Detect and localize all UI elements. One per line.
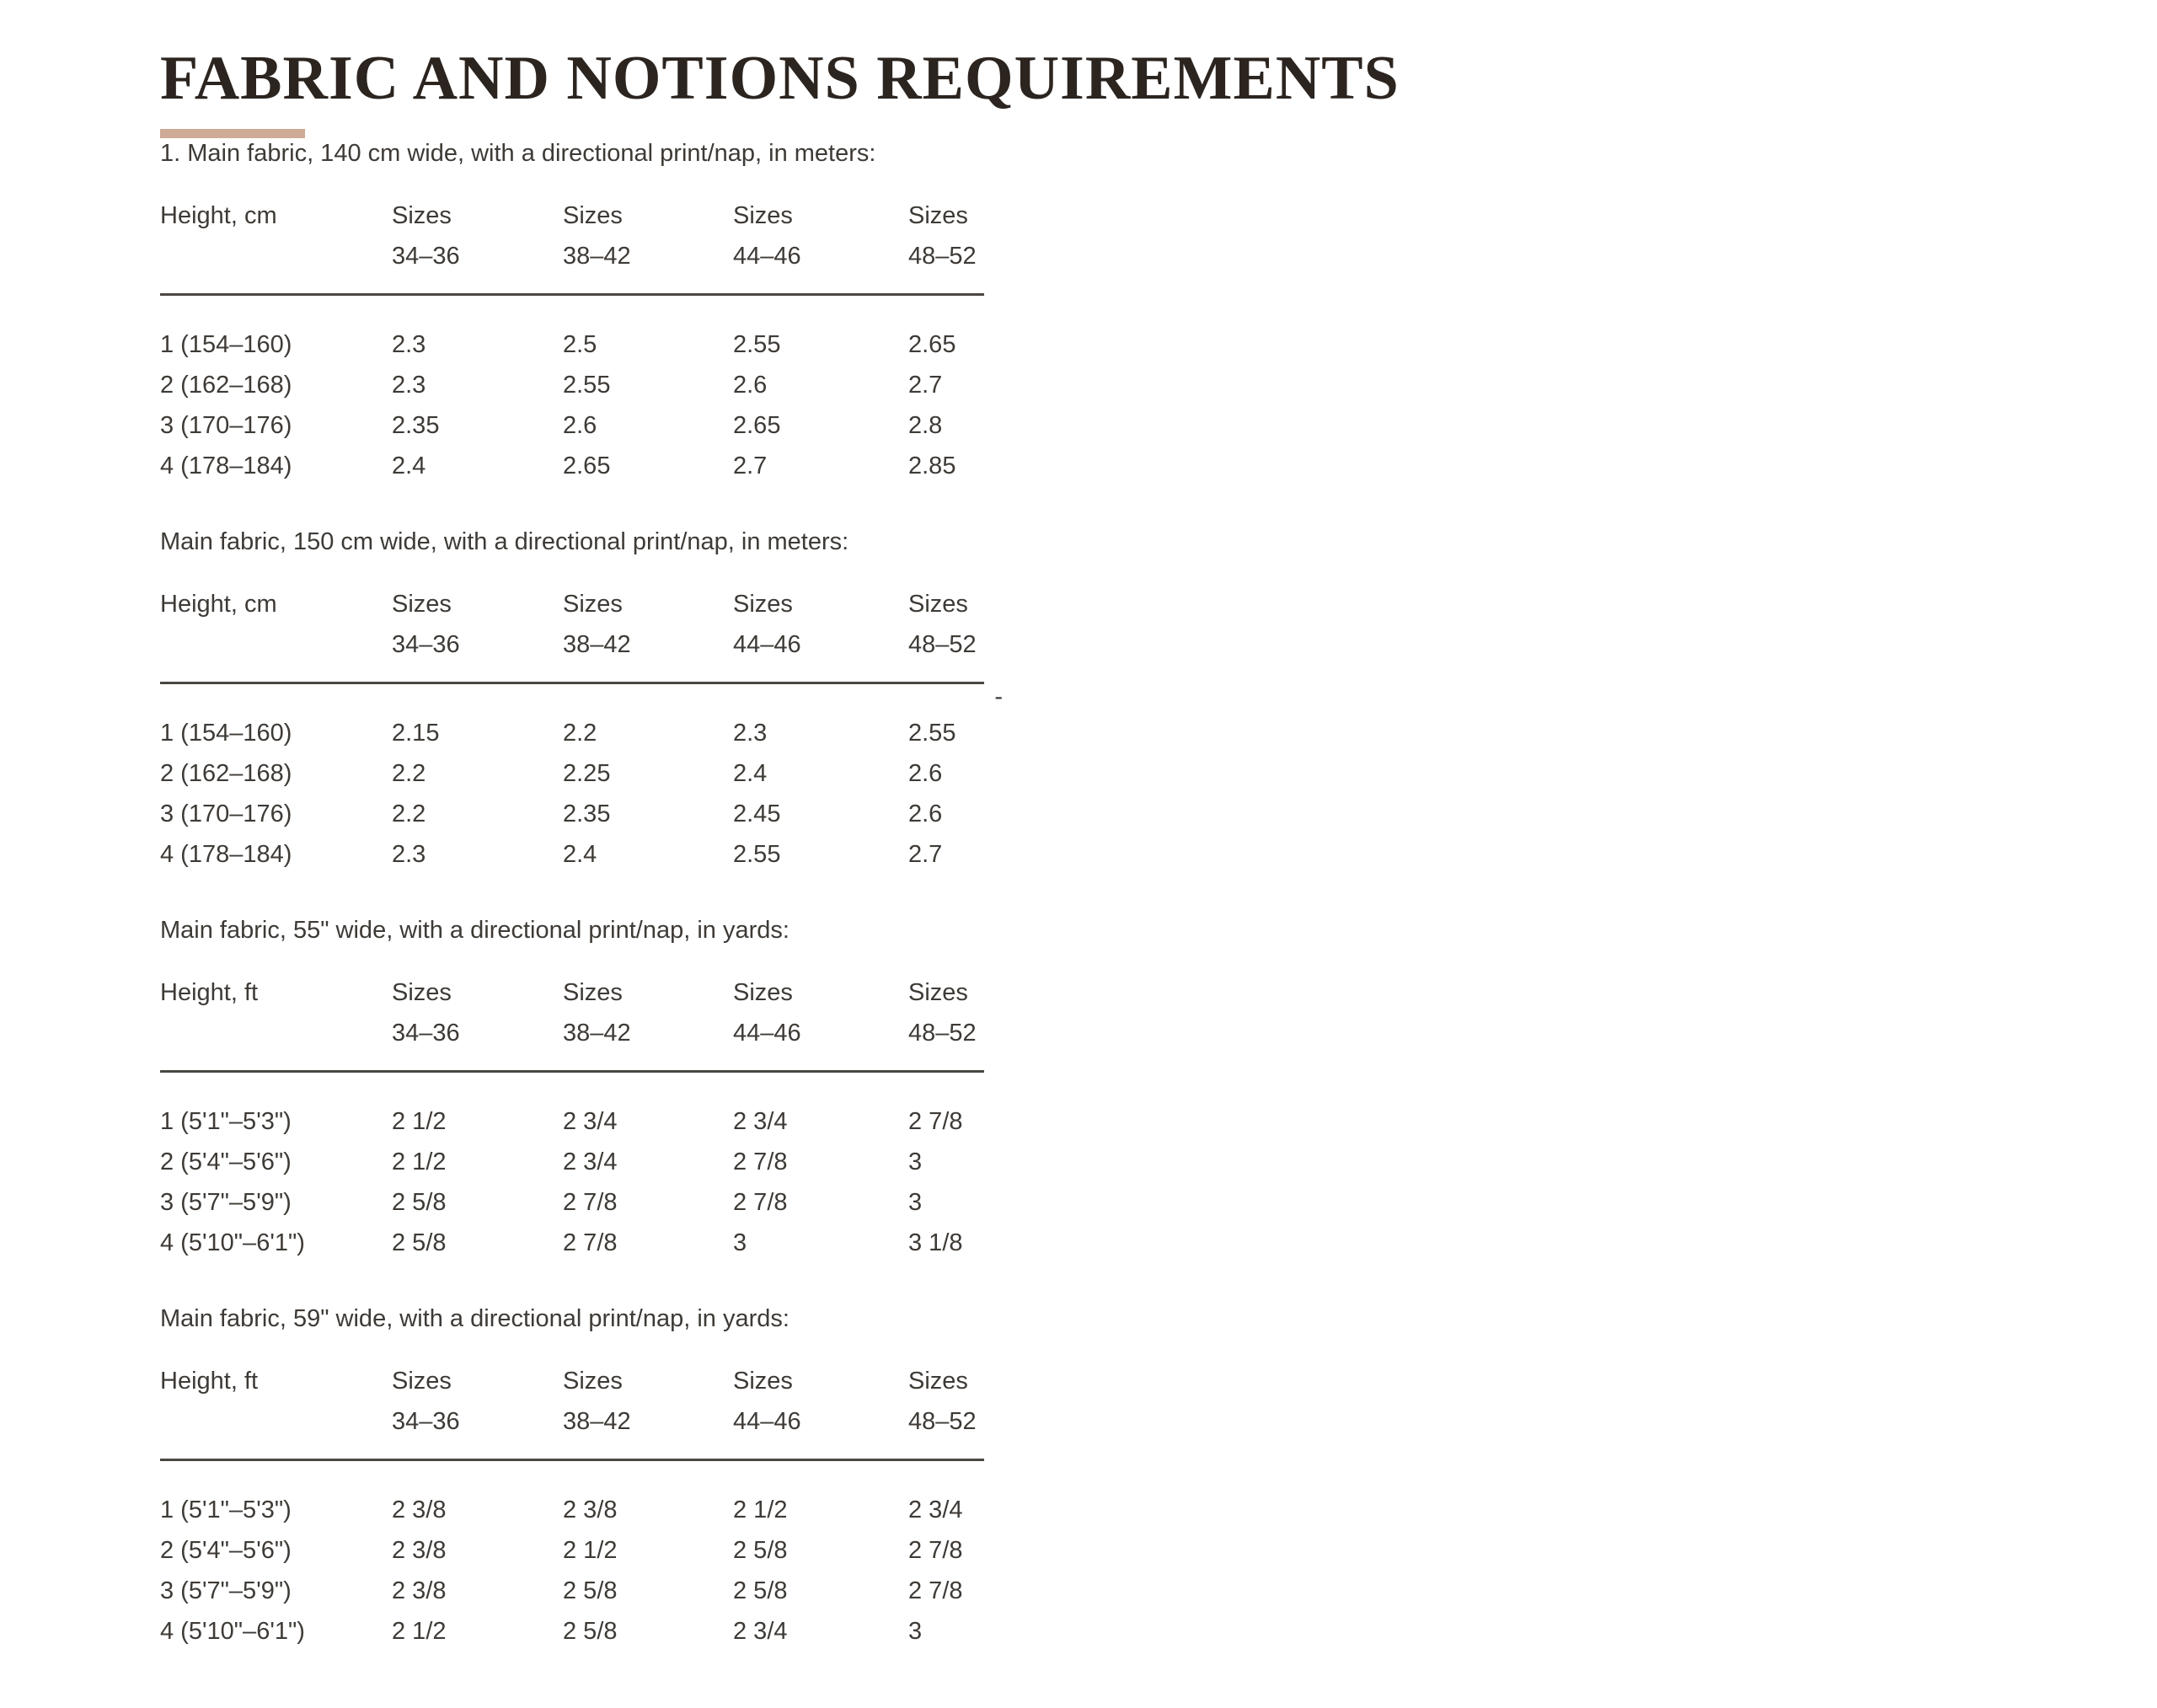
fabric-value-cell: 2 1/2 xyxy=(392,1148,447,1175)
row-height-label: 3 (5'7"–5'9") xyxy=(160,1188,292,1216)
sizes-column-header xyxy=(392,584,563,665)
fabric-table xyxy=(160,1361,984,1652)
fabric-value-cell: 2.4 xyxy=(733,759,768,787)
size-range-label: 48–52 xyxy=(908,1407,977,1435)
header-rule-wrap xyxy=(160,1459,984,1461)
size-range-label: 34–36 xyxy=(392,1019,460,1047)
fabric-value-cell: 3 xyxy=(908,1188,923,1216)
fabric-value-cell: 2.4 xyxy=(392,452,426,479)
sizes-column-header xyxy=(908,1361,984,1442)
table-body xyxy=(160,1490,984,1652)
fabric-value-cell: 2.45 xyxy=(733,800,781,827)
row-height-label: 3 (170–176) xyxy=(160,800,292,827)
fabric-value-cell: 2 3/4 xyxy=(733,1107,788,1135)
size-range-label: 48–52 xyxy=(908,630,977,658)
table-row xyxy=(160,1611,984,1652)
sizes-column-header xyxy=(733,972,908,1053)
fabric-value-cell: 2 7/8 xyxy=(563,1229,618,1256)
size-range-label: 38–42 xyxy=(563,630,631,658)
fabric-value-cell: 2 3/8 xyxy=(392,1496,447,1523)
table-row xyxy=(160,405,984,446)
fabric-value-cell: 2 7/8 xyxy=(733,1148,788,1175)
height-column-header xyxy=(160,1361,392,1442)
fabric-value-cell: 2 5/8 xyxy=(733,1536,788,1564)
table-body xyxy=(160,713,984,875)
sizes-label: Sizes xyxy=(733,590,793,618)
fabric-table xyxy=(160,972,984,1263)
row-height-label: 2 (162–168) xyxy=(160,759,292,787)
fabric-value-cell: 2.3 xyxy=(733,719,768,747)
fabric-table xyxy=(160,195,984,486)
fabric-value-cell: 2 3/8 xyxy=(392,1577,447,1604)
table-body xyxy=(160,324,984,486)
fabric-value-cell: 2.3 xyxy=(392,330,426,358)
sizes-label: Sizes xyxy=(392,1367,452,1395)
size-range-label: 34–36 xyxy=(392,242,460,270)
section-caption: Main fabric, 150 cm wide, with a directional print/nap, in meters: xyxy=(160,527,849,555)
table-row xyxy=(160,1571,984,1611)
title-accent-bar xyxy=(160,129,305,138)
fabric-value-cell: 2 5/8 xyxy=(563,1577,618,1604)
fabric-value-cell: 3 xyxy=(908,1617,923,1645)
table-body xyxy=(160,1101,984,1263)
sizes-label: Sizes xyxy=(733,201,793,229)
fabric-value-cell: 2 7/8 xyxy=(908,1577,963,1604)
sizes-label: Sizes xyxy=(733,978,793,1006)
height-column-header xyxy=(160,195,392,276)
sizes-column-header xyxy=(563,195,733,276)
fabric-value-cell: 2 3/8 xyxy=(392,1536,447,1564)
fabric-value-cell: 2.7 xyxy=(733,452,768,479)
fabric-value-cell: 2 1/2 xyxy=(563,1536,618,1564)
fabric-value-cell: 2 3/8 xyxy=(563,1496,618,1523)
fabric-value-cell: 2.55 xyxy=(563,371,611,399)
table-header-row xyxy=(160,195,984,276)
row-height-label: 1 (154–160) xyxy=(160,719,292,747)
size-range-label: 44–46 xyxy=(733,630,801,658)
sizes-label: Sizes xyxy=(563,1367,623,1395)
sizes-column-header xyxy=(563,1361,733,1442)
fabric-value-cell: 2.35 xyxy=(563,800,611,827)
fabric-value-cell: 2.3 xyxy=(392,840,426,868)
fabric-section-55in xyxy=(160,915,2157,1263)
fabric-value-cell: 2.15 xyxy=(392,719,440,747)
table-row xyxy=(160,713,984,753)
stray-dash-mark: - xyxy=(994,683,1003,710)
row-height-label: 1 (154–160) xyxy=(160,330,292,358)
sizes-column-header xyxy=(733,1361,908,1442)
section-caption: 1. Main fabric, 140 cm wide, with a directional print/nap, in meters: xyxy=(160,139,876,167)
table-row xyxy=(160,1101,984,1142)
fabric-value-cell: 2 3/4 xyxy=(733,1617,788,1645)
row-height-label: 2 (5'4"–5'6") xyxy=(160,1536,292,1564)
fabric-value-cell: 2 1/2 xyxy=(392,1617,447,1645)
fabric-table xyxy=(160,584,1003,875)
fabric-value-cell: 2.6 xyxy=(908,759,943,787)
table-header-row xyxy=(160,1361,984,1442)
table-row xyxy=(160,365,984,405)
height-header-label: Height, ft xyxy=(160,978,259,1006)
table-row xyxy=(160,1530,984,1571)
section-caption: Main fabric, 55" wide, with a directional print/nap, in yards: xyxy=(160,916,789,944)
fabric-value-cell: 2.6 xyxy=(733,371,768,399)
sizes-label: Sizes xyxy=(908,978,968,1006)
sizes-column-header xyxy=(733,584,908,665)
fabric-value-cell: 2.2 xyxy=(563,719,597,747)
sizes-label: Sizes xyxy=(908,201,968,229)
table-row xyxy=(160,446,984,486)
fabric-value-cell: 2.65 xyxy=(563,452,611,479)
header-rule xyxy=(160,1459,984,1461)
sizes-label: Sizes xyxy=(392,201,452,229)
table-row xyxy=(160,753,984,794)
height-column-header xyxy=(160,584,392,665)
fabric-value-cell: 2.2 xyxy=(392,759,426,787)
fabric-value-cell: 2.8 xyxy=(908,411,943,439)
header-rule xyxy=(160,293,984,296)
row-height-label: 2 (162–168) xyxy=(160,371,292,399)
size-range-label: 44–46 xyxy=(733,1407,801,1435)
fabric-value-cell: 2.65 xyxy=(733,411,781,439)
fabric-section-140cm xyxy=(160,138,2157,486)
page-title: FABRIC AND NOTIONS REQUIREMENTS xyxy=(160,44,1400,113)
fabric-value-cell: 2.55 xyxy=(908,719,956,747)
fabric-value-cell: 2.3 xyxy=(392,371,426,399)
sizes-column-header xyxy=(563,972,733,1053)
fabric-value-cell: 2 7/8 xyxy=(908,1107,963,1135)
height-header-label: Height, ft xyxy=(160,1367,259,1395)
sizes-column-header xyxy=(733,195,908,276)
row-height-label: 4 (178–184) xyxy=(160,452,292,479)
fabric-value-cell: 2.55 xyxy=(733,840,781,868)
header-rule-wrap xyxy=(160,682,1003,710)
row-height-label: 4 (178–184) xyxy=(160,840,292,868)
fabric-value-cell: 2 5/8 xyxy=(733,1577,788,1604)
sizes-label: Sizes xyxy=(563,978,623,1006)
sizes-label: Sizes xyxy=(392,590,452,618)
sizes-label: Sizes xyxy=(908,590,968,618)
sizes-label: Sizes xyxy=(733,1367,793,1395)
fabric-value-cell: 2.4 xyxy=(563,840,597,868)
height-header-label: Height, cm xyxy=(160,201,277,229)
size-range-label: 48–52 xyxy=(908,242,977,270)
section-caption: Main fabric, 59" wide, with a directional print/nap, in yards: xyxy=(160,1304,789,1332)
sizes-column-header xyxy=(392,195,563,276)
sizes-label: Sizes xyxy=(392,978,452,1006)
fabric-value-cell: 2.7 xyxy=(908,371,943,399)
fabric-value-cell: 2.6 xyxy=(908,800,943,827)
fabric-value-cell: 2 7/8 xyxy=(733,1188,788,1216)
fabric-value-cell: 2.7 xyxy=(908,840,943,868)
header-rule xyxy=(160,1070,984,1073)
row-height-label: 3 (170–176) xyxy=(160,411,292,439)
fabric-value-cell: 2.6 xyxy=(563,411,597,439)
fabric-value-cell: 2 1/2 xyxy=(733,1496,788,1523)
fabric-value-cell: 2 1/2 xyxy=(392,1107,447,1135)
sizes-column-header xyxy=(392,972,563,1053)
fabric-value-cell: 2 7/8 xyxy=(563,1188,618,1216)
table-row xyxy=(160,324,984,365)
size-range-label: 38–42 xyxy=(563,1019,631,1047)
fabric-section-59in xyxy=(160,1304,2157,1652)
row-height-label: 2 (5'4"–5'6") xyxy=(160,1148,292,1175)
size-range-label: 34–36 xyxy=(392,630,460,658)
sizes-column-header xyxy=(908,584,984,665)
fabric-value-cell: 2.55 xyxy=(733,330,781,358)
fabric-value-cell: 2.35 xyxy=(392,411,440,439)
fabric-value-cell: 2.2 xyxy=(392,800,426,827)
fabric-value-cell: 2 3/4 xyxy=(563,1148,618,1175)
fabric-value-cell: 2.25 xyxy=(563,759,611,787)
sizes-column-header xyxy=(908,972,984,1053)
fabric-value-cell: 3 1/8 xyxy=(908,1229,963,1256)
table-header-row xyxy=(160,584,984,665)
row-height-label: 3 (5'7"–5'9") xyxy=(160,1577,292,1604)
fabric-value-cell: 2 3/4 xyxy=(563,1107,618,1135)
sizes-label: Sizes xyxy=(563,590,623,618)
size-range-label: 44–46 xyxy=(733,1019,801,1047)
size-range-label: 38–42 xyxy=(563,1407,631,1435)
table-row xyxy=(160,1223,984,1263)
fabric-value-cell: 2 5/8 xyxy=(392,1188,447,1216)
fabric-value-cell: 2 5/8 xyxy=(563,1617,618,1645)
row-height-label: 1 (5'1"–5'3") xyxy=(160,1107,292,1135)
sizes-column-header xyxy=(563,584,733,665)
size-range-label: 34–36 xyxy=(392,1407,460,1435)
sizes-label: Sizes xyxy=(908,1367,968,1395)
table-header-row xyxy=(160,972,984,1053)
row-height-label: 4 (5'10"–6'1") xyxy=(160,1229,305,1256)
header-rule-wrap xyxy=(160,1070,984,1073)
fabric-value-cell: 2 3/4 xyxy=(908,1496,963,1523)
row-height-label: 4 (5'10"–6'1") xyxy=(160,1617,305,1645)
sizes-column-header xyxy=(908,195,984,276)
size-range-label: 44–46 xyxy=(733,242,801,270)
height-column-header xyxy=(160,972,392,1053)
fabric-value-cell: 3 xyxy=(908,1148,923,1175)
fabric-section-150cm xyxy=(160,527,2157,875)
fabric-value-cell: 2.5 xyxy=(563,330,597,358)
fabric-value-cell: 2.65 xyxy=(908,330,956,358)
fabric-value-cell: 2 5/8 xyxy=(392,1229,447,1256)
table-row xyxy=(160,1490,984,1530)
fabric-value-cell: 2 7/8 xyxy=(908,1536,963,1564)
table-row xyxy=(160,834,984,875)
row-height-label: 1 (5'1"–5'3") xyxy=(160,1496,292,1523)
table-row xyxy=(160,1182,984,1223)
sizes-label: Sizes xyxy=(563,201,623,229)
table-row xyxy=(160,1142,984,1182)
table-row xyxy=(160,794,984,834)
header-rule-wrap xyxy=(160,293,984,296)
sizes-column-header xyxy=(392,1361,563,1442)
fabric-value-cell: 2.85 xyxy=(908,452,956,479)
fabric-value-cell: 3 xyxy=(733,1229,747,1256)
height-header-label: Height, cm xyxy=(160,590,277,618)
header-rule xyxy=(160,682,984,684)
size-range-label: 38–42 xyxy=(563,242,631,270)
size-range-label: 48–52 xyxy=(908,1019,977,1047)
